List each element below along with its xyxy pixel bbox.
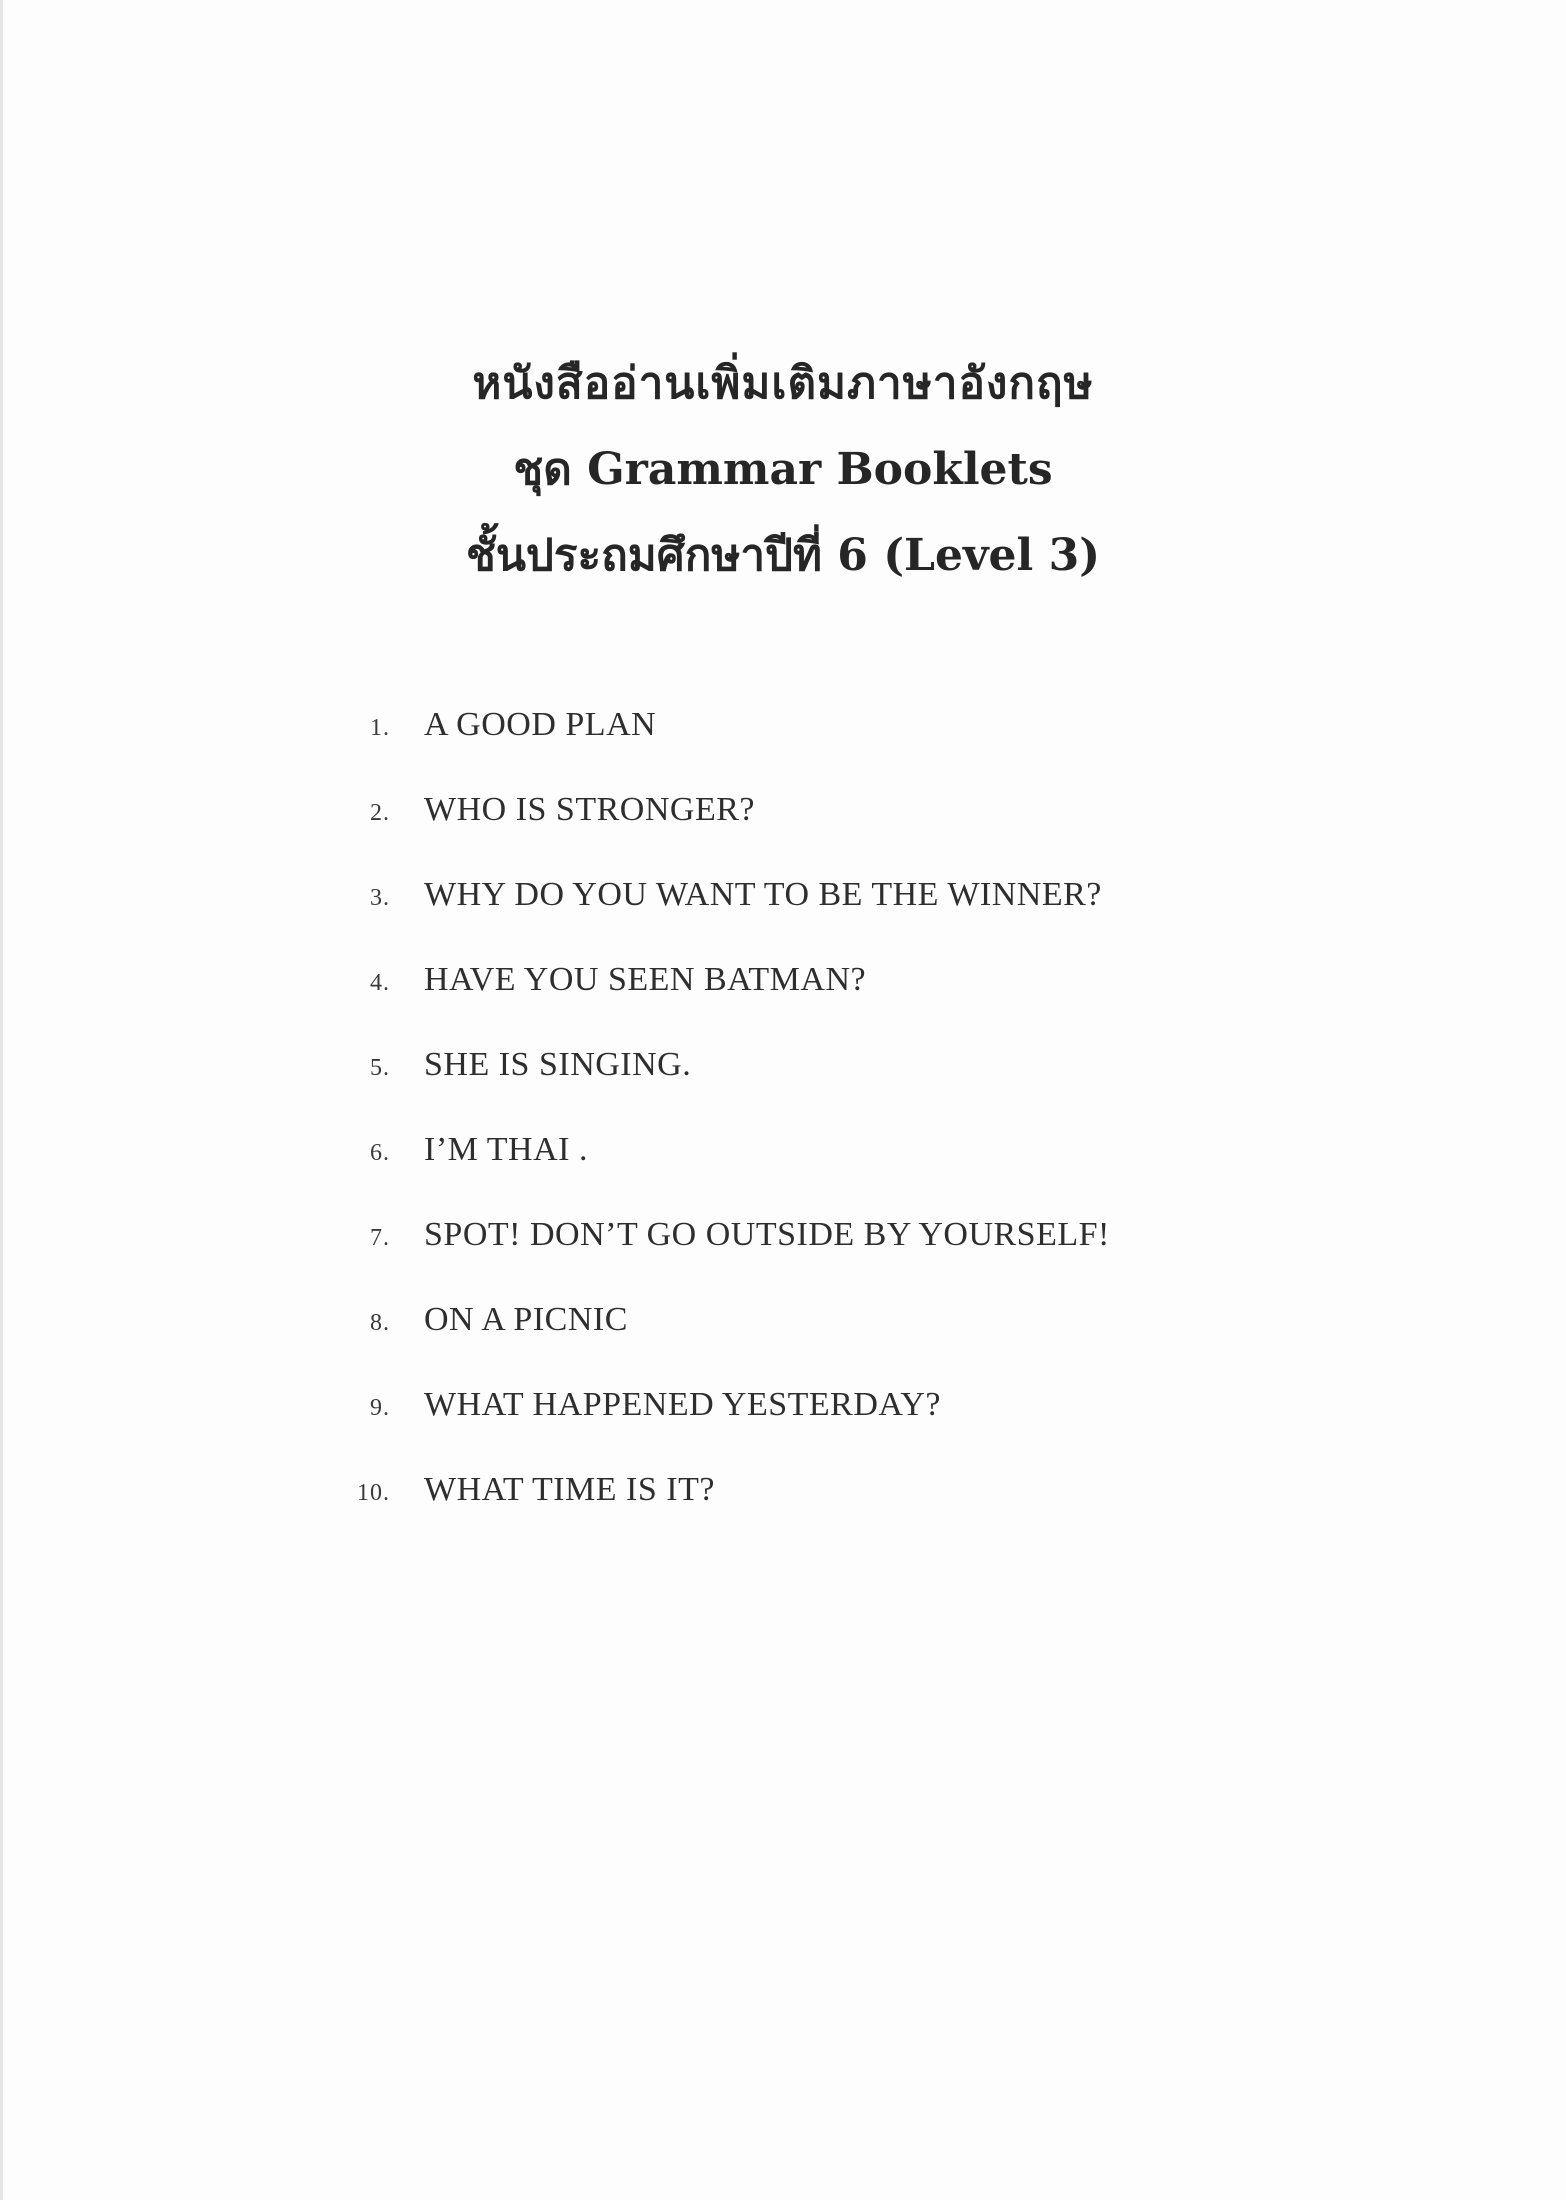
- item-number: 4.: [370, 970, 390, 996]
- list-item: [330, 1386, 1330, 1471]
- item-title: SPOT! DON’T GO OUTSIDE BY YOURSELF!: [424, 1216, 1110, 1253]
- item-title: SHE IS SINGING.: [424, 1046, 692, 1083]
- item-title: WHY DO YOU WANT TO BE THE WINNER?: [424, 876, 1102, 913]
- list-item: [330, 1216, 1330, 1301]
- list-item: [330, 791, 1330, 876]
- list-item: [330, 1301, 1330, 1386]
- item-number: 3.: [370, 885, 390, 911]
- item-number: 2.: [370, 800, 390, 826]
- item-title: HAVE YOU SEEN BATMAN?: [424, 961, 867, 998]
- list-item: [330, 706, 1330, 791]
- contents-list: [330, 706, 1330, 1556]
- item-number: 8.: [370, 1310, 390, 1336]
- item-title: WHAT HAPPENED YESTERDAY?: [424, 1386, 941, 1423]
- item-number: 5.: [370, 1055, 390, 1081]
- item-title: A GOOD PLAN: [424, 706, 657, 743]
- item-title: I’M THAI .: [424, 1131, 588, 1168]
- item-title: WHAT TIME IS IT?: [424, 1471, 715, 1508]
- item-title: WHO IS STRONGER?: [424, 791, 755, 828]
- list-item: [330, 1046, 1330, 1131]
- list-item: [330, 1471, 1330, 1556]
- item-number: 1.: [370, 715, 390, 741]
- list-item: [330, 876, 1330, 961]
- list-item: [330, 1131, 1330, 1216]
- list-item: [330, 961, 1330, 1046]
- title-block: [0, 360, 1566, 618]
- item-number: 9.: [370, 1395, 390, 1421]
- grade-level-title: ชั้นประถมศึกษาปีที่ 6 (Level 3): [465, 530, 1101, 581]
- item-number: 10.: [357, 1480, 390, 1506]
- item-number: 6.: [370, 1140, 390, 1166]
- item-number: 7.: [370, 1225, 390, 1251]
- item-title: ON A PICNIC: [424, 1301, 628, 1338]
- page-edge: [0, 0, 3, 2200]
- title-thai: หนังสืออ่านเพิ่มเติมภาษาอังกฤษ: [472, 358, 1094, 409]
- series-title: ชุด Grammar Booklets: [513, 444, 1053, 495]
